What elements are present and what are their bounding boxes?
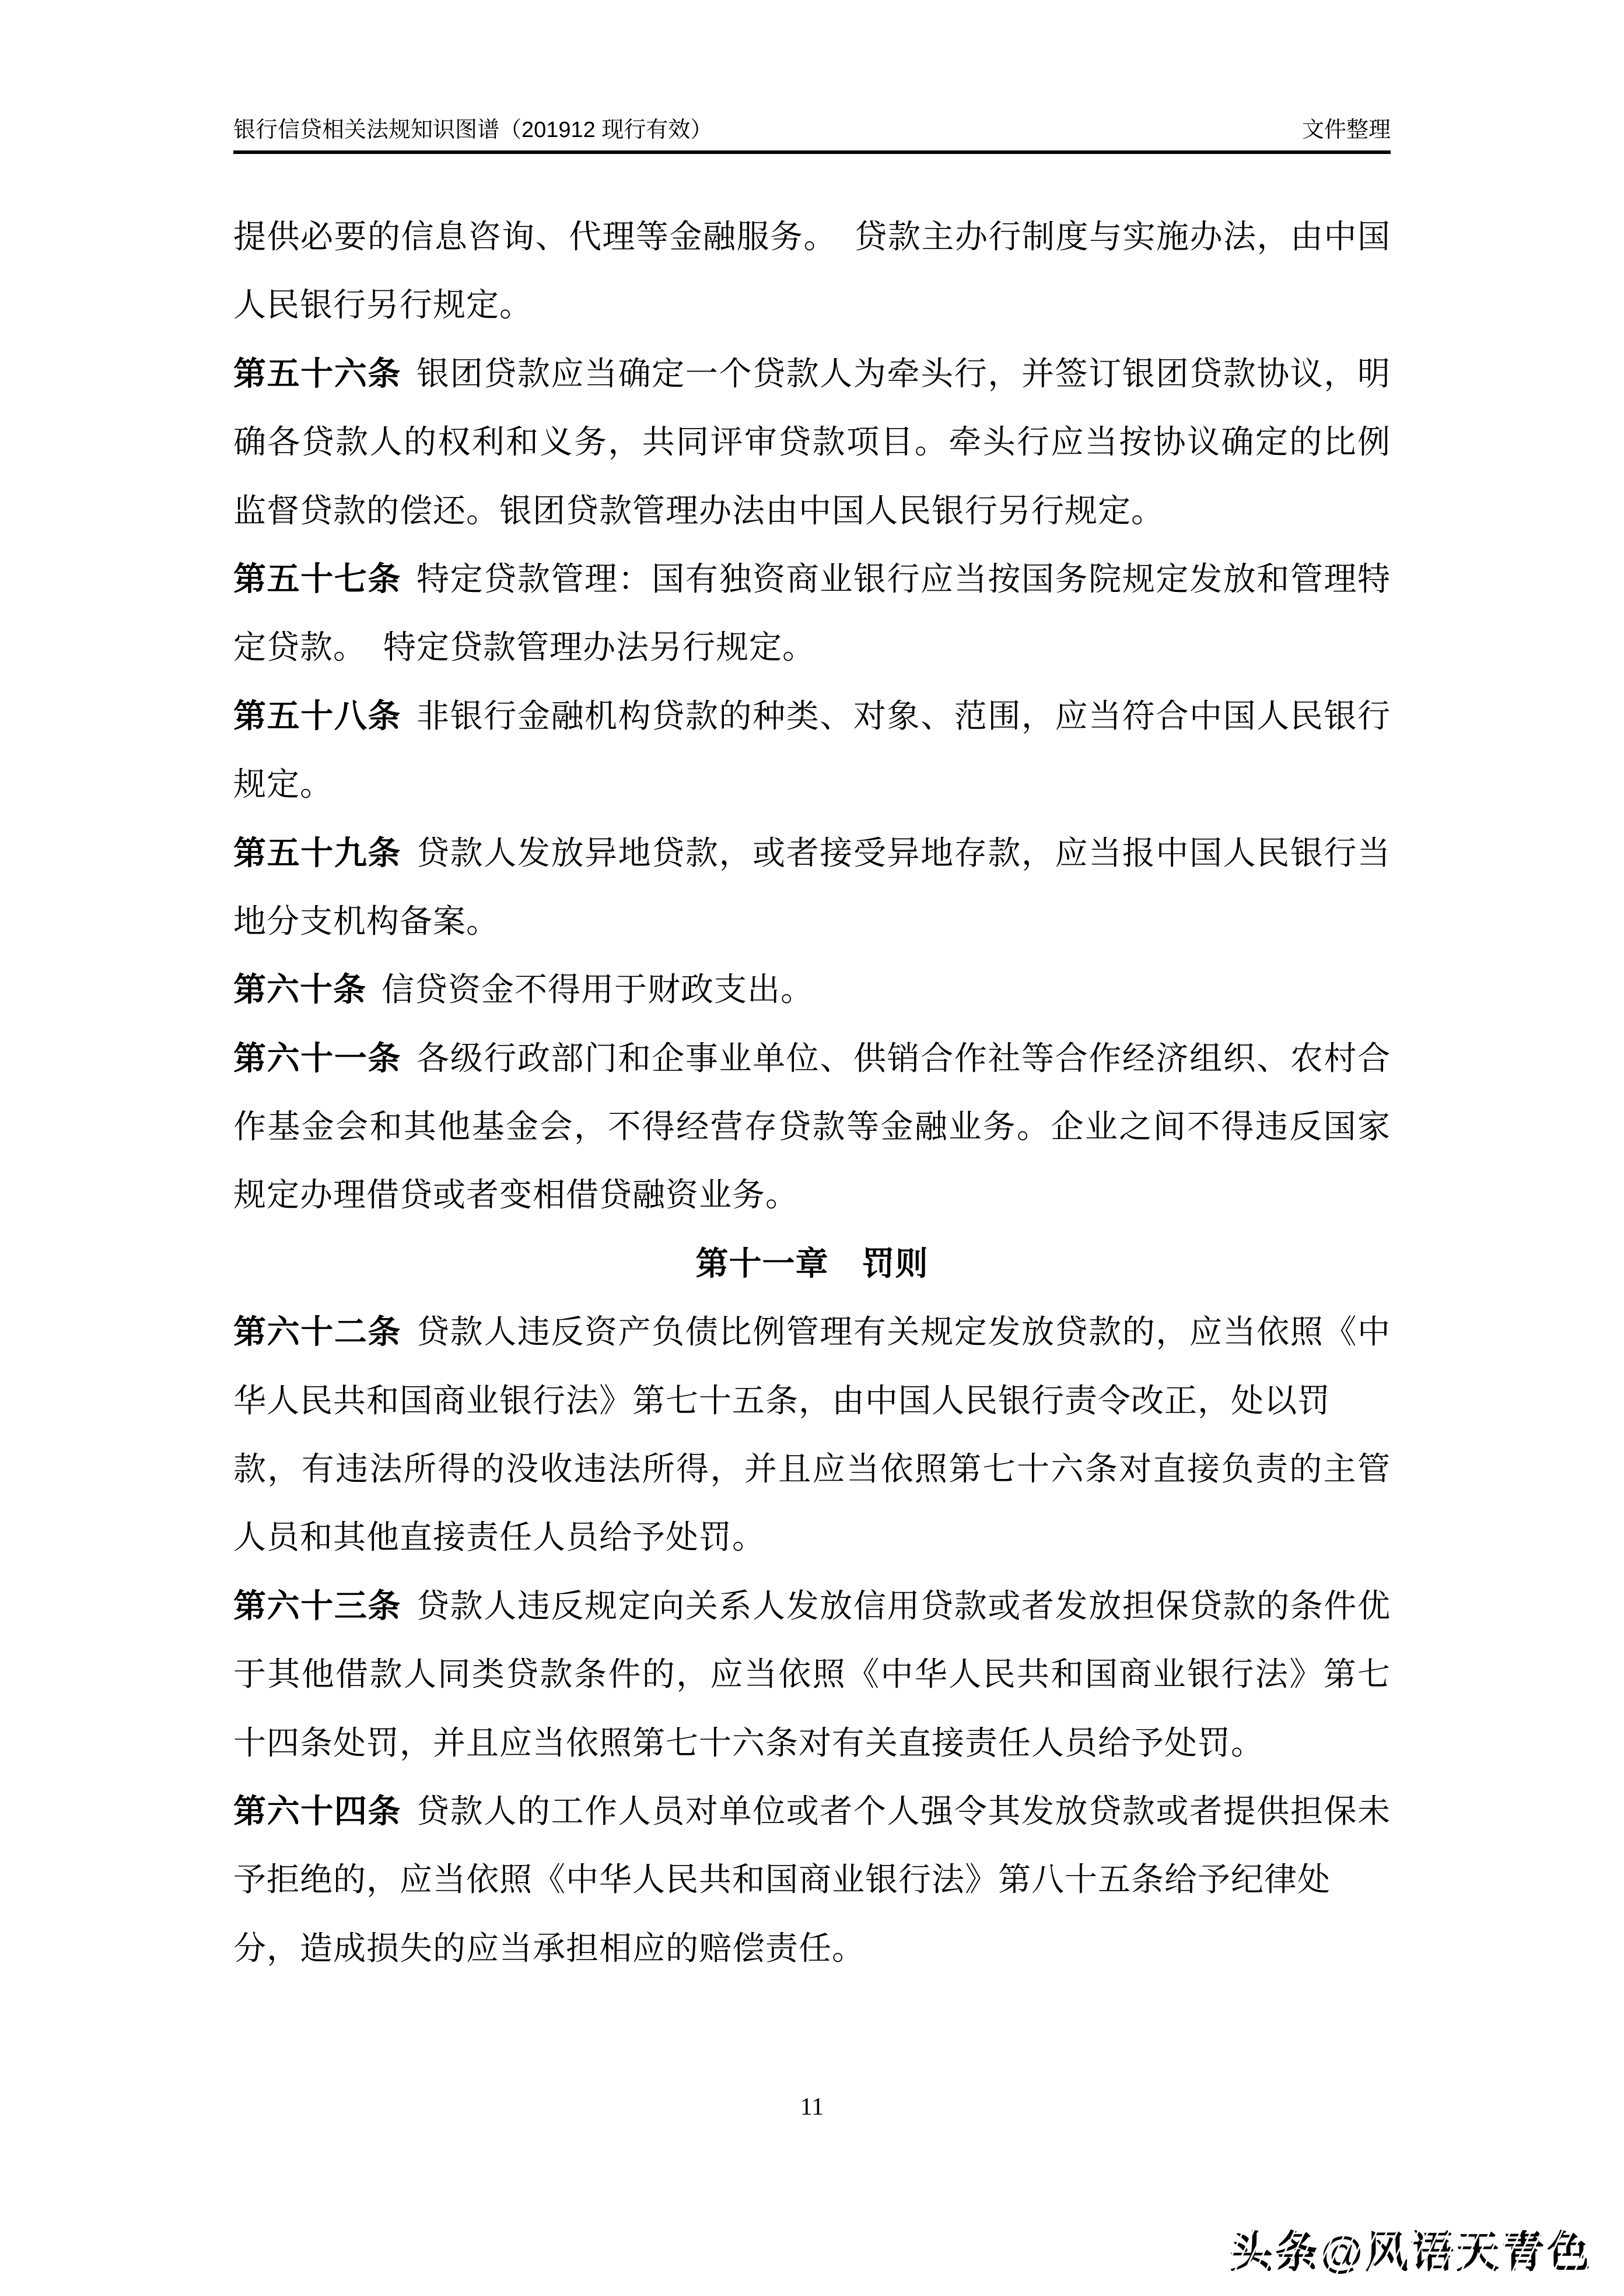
body-line bbox=[233, 1162, 1391, 1230]
body-line bbox=[233, 1915, 1391, 1983]
article-number: 第五十七条 bbox=[233, 561, 402, 598]
body-line bbox=[233, 888, 1391, 956]
line-text: 于其他借款人同类贷款条件的，应当依照《中华人民共和国商业银行法》第七 bbox=[233, 1657, 1391, 1694]
line-text: 人员和其他直接责任人员给予处罚。 bbox=[233, 1520, 765, 1557]
header-title: 银行信贷相关法规知识图谱（201912 现行有效） bbox=[233, 118, 713, 142]
content-column bbox=[233, 0, 1391, 2120]
body-line bbox=[233, 1710, 1391, 1778]
page-footer bbox=[233, 2094, 1391, 2120]
body-line bbox=[233, 1025, 1391, 1093]
body-line bbox=[233, 1299, 1391, 1367]
article-number: 第六十条 bbox=[233, 972, 366, 1009]
body-line bbox=[233, 820, 1391, 888]
header-doc-label: 文件整理 bbox=[1301, 118, 1391, 142]
header-row bbox=[233, 115, 1391, 145]
line-text: 非银行金融机构贷款的种类、对象、范围，应当符合中国人民银行 bbox=[416, 698, 1391, 735]
line-text: 规定。 bbox=[233, 767, 333, 804]
article-number: 第五十八条 bbox=[233, 698, 402, 735]
line-text: 贷款人违反规定向关系人发放信用贷款或者发放担保贷款的条件优 bbox=[416, 1588, 1391, 1625]
body-line bbox=[233, 1573, 1391, 1641]
body-line bbox=[233, 1436, 1391, 1504]
line-text: 十四条处罚，并且应当依照第七十六条对有关直接责任人员给予处罚。 bbox=[233, 1725, 1264, 1762]
line-text: 监督贷款的偿还。银团贷款管理办法由中国人民银行另行规定。 bbox=[233, 493, 1164, 530]
article-number: 第六十二条 bbox=[233, 1314, 402, 1351]
body-line bbox=[233, 614, 1391, 682]
body-line bbox=[233, 341, 1391, 409]
article-number: 第六十三条 bbox=[233, 1588, 402, 1625]
body-line bbox=[233, 1846, 1391, 1915]
line-text: 贷款人的工作人员对单位或者个人强令其发放贷款或者提供担保未 bbox=[416, 1793, 1391, 1830]
line-text: 人民银行另行规定。 bbox=[233, 288, 533, 324]
body-line bbox=[233, 204, 1391, 272]
watermark: 头条@风语天青色 bbox=[1230, 2218, 1592, 2280]
article-number: 第五十九条 bbox=[233, 835, 402, 872]
line-text: 予拒绝的，应当依照《中华人民共和国商业银行法》第八十五条给予纪律处 bbox=[233, 1862, 1331, 1899]
document-header bbox=[233, 0, 1391, 154]
line-text: 款，有违法所得的没收违法所得，并且应当依照第七十六条对直接负责的主管 bbox=[233, 1452, 1391, 1488]
line-text: 作基金会和其他基金会，不得经营存贷款等金融业务。企业之间不得违反国家 bbox=[233, 1109, 1391, 1146]
body-line bbox=[233, 956, 1391, 1025]
line-text: 信贷资金不得用于财政支出。 bbox=[382, 972, 814, 1009]
body-line bbox=[233, 546, 1391, 614]
body-line bbox=[233, 1504, 1391, 1572]
body-line bbox=[233, 683, 1391, 751]
body-line bbox=[233, 1093, 1391, 1162]
document-body bbox=[233, 204, 1391, 1983]
line-text: 特定贷款管理：国有独资商业银行应当按国务院规定发放和管理特 bbox=[416, 561, 1391, 598]
line-text: 分，造成损失的应当承担相应的赔偿责任。 bbox=[233, 1930, 865, 1967]
line-text: 提供必要的信息咨询、代理等金融服务。 贷款主办行制度与实施办法，由中国 bbox=[233, 219, 1391, 255]
line-text: 贷款人发放异地贷款，或者接受异地存款，应当报中国人民银行当 bbox=[416, 835, 1391, 872]
chapter-heading bbox=[233, 1231, 1391, 1299]
body-line bbox=[233, 1368, 1391, 1436]
body-line bbox=[233, 272, 1391, 340]
line-text: 确各贷款人的权利和义务，共同评审贷款项目。牵头行应当按协议确定的比例 bbox=[233, 425, 1391, 461]
body-line bbox=[233, 409, 1391, 477]
line-text: 贷款人违反资产负债比例管理有关规定发放贷款的，应当依照《中 bbox=[416, 1314, 1391, 1351]
body-line bbox=[233, 478, 1391, 546]
line-text: 规定办理借贷或者变相借贷融资业务。 bbox=[233, 1177, 799, 1214]
article-number: 第十一章 罚则 bbox=[695, 1246, 929, 1282]
article-number: 第五十六条 bbox=[233, 356, 402, 392]
body-line bbox=[233, 1778, 1391, 1846]
line-text: 银团贷款应当确定一个贷款人为牵头行，并签订银团贷款协议，明 bbox=[416, 356, 1391, 392]
article-number: 第六十一条 bbox=[233, 1040, 402, 1077]
line-text: 地分支机构备案。 bbox=[233, 903, 499, 940]
body-line bbox=[233, 1641, 1391, 1709]
line-text: 各级行政部门和企事业单位、供销合作社等合作经济组织、农村合 bbox=[416, 1040, 1391, 1077]
page-number: 11 bbox=[800, 2094, 824, 2121]
article-number: 第六十四条 bbox=[233, 1793, 402, 1830]
line-text: 华人民共和国商业银行法》第七十五条，由中国人民银行责令改正，处以罚 bbox=[233, 1383, 1331, 1419]
line-text: 定贷款。 特定贷款管理办法另行规定。 bbox=[233, 630, 816, 667]
body-line bbox=[233, 751, 1391, 819]
